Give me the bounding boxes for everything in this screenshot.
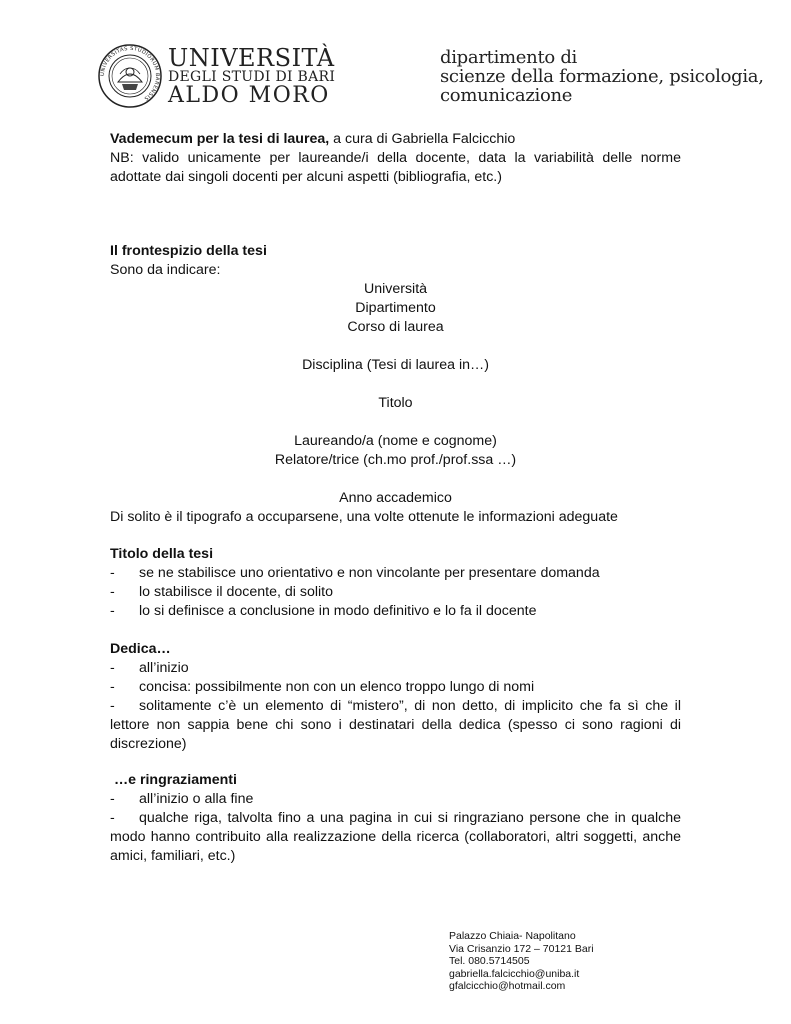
department-line-2: scienze della formazione, psicologia, xyxy=(440,66,764,87)
list-item: - solitamente c’è un elemento di “mistero”, di non detto, di implicito che fa sì che il lettore non sappia bene chi sono i destinatari della dedica (spesso ci sono ragioni di discrezione) xyxy=(110,698,681,752)
dedica-section xyxy=(110,640,681,754)
university-line-2: DEGLI STUDI DI BARI xyxy=(168,69,336,85)
list-item: - all’inizio o alla fine xyxy=(110,791,254,807)
frontespizio-item: Laureando/a (nome e cognome) xyxy=(294,433,497,449)
list-item: - se ne stabilisce uno orientativo e non vincolante per presentare domanda xyxy=(110,565,600,581)
footer-address-building: Palazzo Chiaia- Napolitano xyxy=(449,930,576,942)
university-name xyxy=(168,46,335,107)
svg-text:UNIVERSITAS STUDIORUM BARENSIS: UNIVERSITAS STUDIORUM BARENSIS xyxy=(99,45,161,102)
footer-phone: Tel. 080.5714505 xyxy=(449,955,530,967)
titolo-heading: Titolo della tesi xyxy=(110,546,214,562)
frontespizio-lead: Sono da indicare: xyxy=(110,262,221,278)
university-line-3: ALDO MORO xyxy=(168,83,330,108)
document-title-bold: Vademecum per la tesi di laurea, xyxy=(110,131,330,147)
intro-note: NB: valido unicamente per laureande/i della docente, data la variabilità delle norme adottate dai singoli docenti per alcuni aspetti (bibliografia, etc.) xyxy=(110,150,681,185)
frontespizio-section xyxy=(110,242,681,527)
university-line-1: UNIVERSITÀ xyxy=(168,44,335,72)
dedica-heading: Dedica… xyxy=(110,641,171,657)
document-title-author: a cura di Gabriella Falcicchio xyxy=(329,131,516,147)
frontespizio-heading: Il frontespizio della tesi xyxy=(110,243,267,259)
titolo-section xyxy=(110,545,681,621)
footer-email-uniba: gabriella.falcicchio@uniba.it xyxy=(449,967,580,980)
ringraziamenti-section xyxy=(110,771,681,866)
list-item: - qualche riga, talvolta fino a una pagina in cui si ringraziano persone che in qualche modo hanno contribuito alla realizzazione della ricerca (collaboratori, altri soggetti, anche amici, familiari, etc.) xyxy=(110,810,681,864)
frontespizio-item: Relatore/trice (ch.mo prof./prof.ssa …) xyxy=(274,452,517,468)
intro-section xyxy=(110,130,681,187)
frontespizio-item: Dipartimento xyxy=(355,300,436,316)
frontespizio-item: Anno accademico xyxy=(339,490,452,506)
list-item: - all’inizio xyxy=(110,660,189,676)
list-item: - lo si definisce a conclusione in modo definitivo e lo fa il docente xyxy=(110,603,537,619)
department-line-3: comunicazione xyxy=(440,85,573,106)
list-item: - lo stabilisce il docente, di solito xyxy=(110,584,333,600)
footer-address-street: Via Crisanzio 172 – 70121 Bari xyxy=(449,942,594,955)
footer-contact xyxy=(449,930,594,993)
frontespizio-closing: Di solito è il tipografo a occuparsene, una volte ottenute le informazioni adeguate xyxy=(110,509,618,525)
frontespizio-item: Università xyxy=(363,281,428,297)
university-seal-logo xyxy=(98,44,162,108)
department-line-1: dipartimento di xyxy=(440,47,578,68)
frontespizio-item: Corso di laurea xyxy=(347,319,444,335)
list-item: - concisa: possibilmente non con un elenco troppo lungo di nomi xyxy=(110,679,535,695)
frontespizio-item: Titolo xyxy=(378,395,413,411)
footer-email-hotmail: gfalcicchio@hotmail.com xyxy=(449,980,566,992)
ringraziamenti-heading: …e ringraziamenti xyxy=(110,772,237,788)
document-title xyxy=(110,130,681,149)
department-name xyxy=(440,48,764,105)
frontespizio-item: Disciplina (Tesi di laurea in…) xyxy=(302,357,489,373)
